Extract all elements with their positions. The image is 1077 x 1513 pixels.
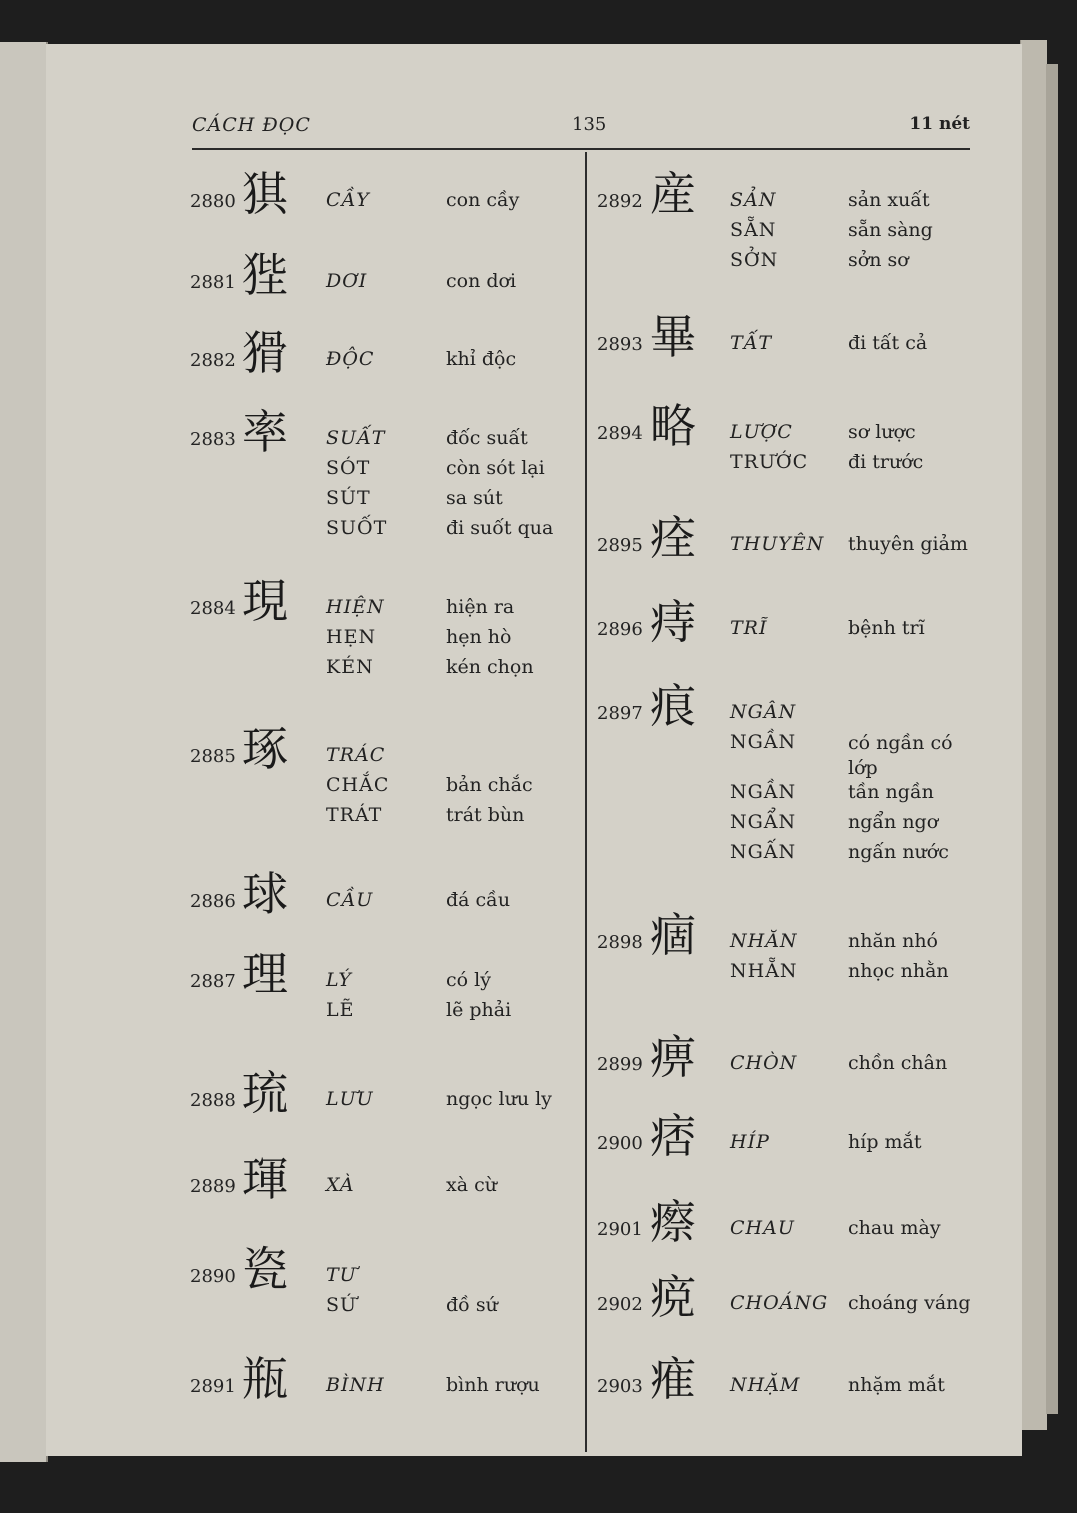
reading: THUYÊN (730, 533, 825, 555)
reading: NHẶM (730, 1374, 801, 1396)
han-character: 現 (242, 574, 288, 628)
meaning: nhọc nhằn (848, 960, 949, 982)
reading: HẸN (326, 626, 377, 648)
meaning: tần ngần (848, 781, 934, 803)
column-divider (585, 152, 587, 1452)
han-character: 痥 (650, 1270, 696, 1324)
entry-number: 2901 (597, 1219, 643, 1240)
reading: TẤT (730, 332, 773, 354)
reading: CẦY (326, 189, 370, 211)
reading: BÌNH (326, 1374, 385, 1396)
meaning: nhặm mắt (848, 1374, 945, 1396)
meaning: bệnh trĩ (848, 617, 925, 639)
meaning: hiện ra (446, 596, 515, 618)
reading: SẴN (730, 219, 777, 241)
page-stack-edge (1020, 40, 1047, 1430)
entry-number: 2883 (190, 429, 236, 450)
entry-number: 2903 (597, 1376, 643, 1397)
header-stroke-count: 11 nét (909, 114, 970, 134)
meaning: sản xuất (848, 189, 930, 211)
meaning: trát bùn (446, 804, 525, 826)
reading: CHOÁNG (730, 1292, 829, 1314)
meaning: con dơi (446, 270, 517, 292)
meaning: có lý (446, 969, 491, 991)
meaning: ngẩn ngơ (848, 811, 939, 833)
meaning: đốc suất (446, 427, 528, 449)
reading: NHĂN (730, 930, 798, 952)
reading: SÓT (326, 457, 371, 479)
entry-number: 2898 (597, 932, 643, 953)
meaning: thuyên giảm (848, 533, 968, 555)
han-character: 球 (242, 867, 288, 921)
meaning: chau mày (848, 1217, 941, 1239)
meaning: chồn chân (848, 1052, 948, 1074)
han-character: 痔 (650, 595, 696, 649)
entry-number: 2884 (190, 598, 236, 619)
meaning: con cầy (446, 189, 520, 211)
entry-number: 2900 (597, 1133, 643, 1154)
previous-page-edge (0, 42, 48, 1462)
meaning: sơ lược (848, 421, 916, 443)
meaning: đi tất cả (848, 332, 928, 354)
meaning: đá cầu (446, 889, 511, 911)
meaning: kén chọn (446, 656, 534, 678)
meaning: choáng váng (848, 1292, 971, 1314)
reading: NGẦN (730, 731, 797, 753)
han-character: 狴 (242, 248, 288, 302)
meaning: lẽ phải (446, 999, 512, 1021)
han-character: 瓶 (242, 1352, 288, 1406)
han-character: 理 (242, 947, 288, 1001)
meaning: híp mắt (848, 1131, 922, 1153)
reading: CHAU (730, 1217, 795, 1239)
meaning: ngấn nước (848, 841, 949, 863)
reading: CHÒN (730, 1052, 798, 1074)
reading: NGẤN (730, 841, 797, 863)
reading: TRƯỚC (730, 451, 809, 473)
entry-number: 2887 (190, 971, 236, 992)
han-character: 畢 (650, 310, 696, 364)
reading: SẢN (730, 189, 777, 211)
dictionary-page (46, 44, 1022, 1456)
han-character: 瓷 (242, 1242, 288, 1296)
reading: XÀ (326, 1174, 355, 1196)
reading: NGÂN (730, 701, 797, 723)
page-header (192, 112, 970, 150)
meaning: hẹn hò (446, 626, 512, 648)
entry-number: 2886 (190, 891, 236, 912)
han-character: 率 (242, 405, 288, 459)
han-character: 略 (650, 399, 696, 453)
entry-number: 2882 (190, 350, 236, 371)
meaning: ngọc lưu ly (446, 1088, 552, 1110)
entry-number: 2891 (190, 1376, 236, 1397)
reading: CHẮC (326, 774, 390, 796)
reading: SỨ (326, 1294, 358, 1316)
han-character: 痽 (650, 1352, 696, 1406)
meaning: nhăn nhó (848, 930, 938, 952)
meaning: đồ sứ (446, 1294, 498, 1316)
meaning: bình rượu (446, 1374, 540, 1396)
meaning: bản chắc (446, 774, 533, 796)
meaning: xà cừ (446, 1174, 497, 1196)
reading: TRÁT (326, 804, 383, 826)
meaning: đi trước (848, 451, 924, 473)
reading: HIỆN (326, 596, 385, 618)
han-character: 猉 (242, 167, 288, 221)
page-number: 135 (572, 114, 607, 135)
han-character: 琉 (242, 1066, 288, 1120)
reading: TRÁC (326, 744, 386, 766)
reading: TRĨ (730, 617, 768, 639)
reading: CẦU (326, 889, 374, 911)
entry-number: 2890 (190, 1266, 236, 1287)
reading: LÝ (326, 969, 352, 991)
entry-number: 2880 (190, 191, 236, 212)
han-character: 産 (650, 167, 696, 221)
entry-number: 2893 (597, 334, 643, 355)
entry-number: 2894 (597, 423, 643, 444)
han-character: 痕 (650, 679, 696, 733)
reading: TƯ (326, 1264, 357, 1286)
reading: NGẦN (730, 781, 797, 803)
meaning: đi suốt qua (446, 517, 554, 539)
reading: LƯU (326, 1088, 374, 1110)
meaning: sởn sơ (848, 249, 909, 271)
han-character: 痹 (650, 1030, 696, 1084)
reading: SUẤT (326, 427, 386, 449)
reading: SÚT (326, 487, 371, 509)
entry-number: 2896 (597, 619, 643, 640)
han-character: 痊 (650, 511, 696, 565)
meaning: sa sút (446, 487, 503, 509)
reading: HÍP (730, 1131, 770, 1153)
entry-number: 2892 (597, 191, 643, 212)
reading: LẼ (326, 999, 355, 1021)
entry-number: 2899 (597, 1054, 643, 1075)
han-character: 猾 (242, 326, 288, 380)
entry-number: 2895 (597, 535, 643, 556)
reading: KÉN (326, 656, 374, 678)
entry-number: 2881 (190, 272, 236, 293)
reading: DƠI (326, 270, 368, 292)
reading: ĐỘC (326, 348, 375, 370)
han-character: 瘵 (650, 1195, 696, 1249)
entry-number: 2897 (597, 703, 643, 724)
reading: NHẴN (730, 960, 798, 982)
reading: SỞN (730, 249, 779, 271)
reading: SUỐT (326, 517, 388, 539)
header-section-title: CÁCH ĐỌC (192, 114, 311, 136)
entry-number: 2889 (190, 1176, 236, 1197)
entry-number: 2888 (190, 1090, 236, 1111)
han-character: 痼 (650, 908, 696, 962)
han-character: 痞 (650, 1109, 696, 1163)
page-stack-edge-back (1046, 64, 1058, 1414)
meaning: khỉ độc (446, 348, 517, 370)
reading: NGẨN (730, 811, 797, 833)
meaning: còn sót lại (446, 457, 545, 479)
han-character: 琢 (242, 722, 288, 776)
reading: LƯỢC (730, 421, 793, 443)
meaning: sẵn sàng (848, 219, 933, 241)
han-character: 琿 (242, 1152, 288, 1206)
entry-number: 2885 (190, 746, 236, 767)
meaning: có ngần có lớp (848, 732, 953, 779)
entry-number: 2902 (597, 1294, 643, 1315)
